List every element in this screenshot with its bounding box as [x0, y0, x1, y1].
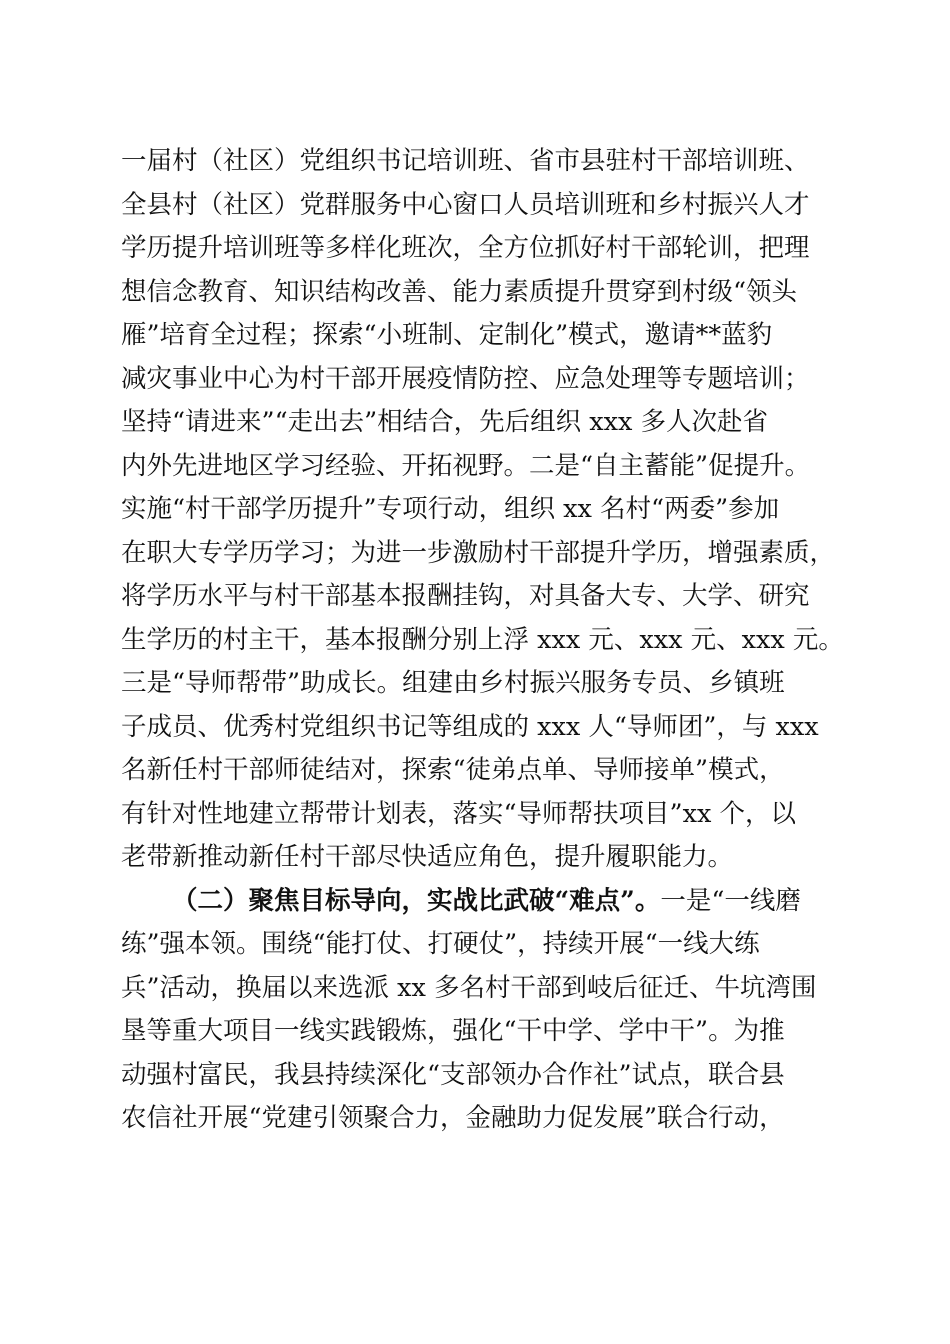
paragraph-2: [121, 880, 841, 1141]
paragraph-2-line: 兵”活动，换届以来选派 xx 多名村干部到岐后征迁、牛坑湾围: [121, 972, 817, 1003]
paragraph-2-first-line-text: 一是“一线磨: [660, 885, 801, 916]
paragraph-1-line: 雁”培育全过程；探索“小班制、定制化”模式，邀请**蓝豹: [121, 320, 773, 350]
paragraph-1-line: 子成员、优秀村党组织书记等组成的 xxx 人“导师团”，与 xxx: [121, 711, 819, 742]
paragraph-2-first-line: [121, 880, 841, 924]
paragraph-1-line: 坚持“请进来”“走出去”相结合，先后组织 xxx 多人次赴省: [121, 407, 769, 437]
paragraph-1-line: 一届村（社区）党组织书记培训班、省市县驻村干部培训班、: [121, 146, 810, 176]
paragraph-2-line: 垦等重大项目一线实践锻炼，强化“干中学、学中干”。为推: [121, 1016, 785, 1046]
paragraph-1-line: 名新任村干部师徒结对，探索“徒弟点单、导师接单”模式，: [121, 755, 785, 785]
paragraph-2-line: 练”强本领。围绕“能打仗、打硬仗”，持续开展“一线大练: [121, 929, 760, 959]
paragraph-1-line: 想信念教育、知识结构改善、能力素质提升贯穿到村级“领头: [121, 276, 798, 307]
paragraph-1-line: 生学历的村主干，基本报酬分别上浮 xxx 元、xxx 元、xxx 元。: [121, 624, 844, 655]
section-heading: （二）聚焦目标导向，实战比武破“难点”。: [172, 885, 661, 916]
paragraph-1-line: 三是“导师帮带”助成长。组建由乡村振兴服务专员、乡镇班: [121, 668, 785, 698]
document-body: [121, 140, 844, 1141]
paragraph-1-line: 内外先进地区学习经验、开拓视野。二是“自主蓄能”促提升。: [121, 450, 811, 481]
paragraph-2-line: 农信社开展“党建引领聚合力，金融助力促发展”联合行动，: [121, 1103, 785, 1133]
paragraph-1-line: 学历提升培训班等多样化班次，全方位抓好村干部轮训，把理: [121, 233, 810, 263]
paragraph-1: [121, 140, 844, 880]
paragraph-1-line: 将学历水平与村干部基本报酬挂钩，对具备大专、大学、研究: [121, 581, 810, 611]
paragraph-1-line: 减灾事业中心为村干部开展疫情防控、应急处理等专题培训；: [121, 363, 810, 394]
paragraph-1-line: 有针对性地建立帮带计划表，落实“导师帮扶项目”xx 个，以: [121, 798, 796, 829]
paragraph-1-line: 实施“村干部学历提升”专项行动，组织 xx 名村“两委”参加: [121, 494, 780, 524]
paragraph-1-line: 在职大专学历学习；为进一步激励村干部提升学历，增强素质，: [121, 537, 836, 568]
paragraph-1-line: 全县村（社区）党群服务中心窗口人员培训班和乡村振兴人才: [121, 189, 810, 220]
paragraph-1-line: 老带新推动新任村干部尽快适应角色，提升履职能力。: [121, 842, 734, 872]
paragraph-2-line: 动强村富民，我县持续深化“支部领办合作社”试点，联合县: [121, 1059, 785, 1090]
